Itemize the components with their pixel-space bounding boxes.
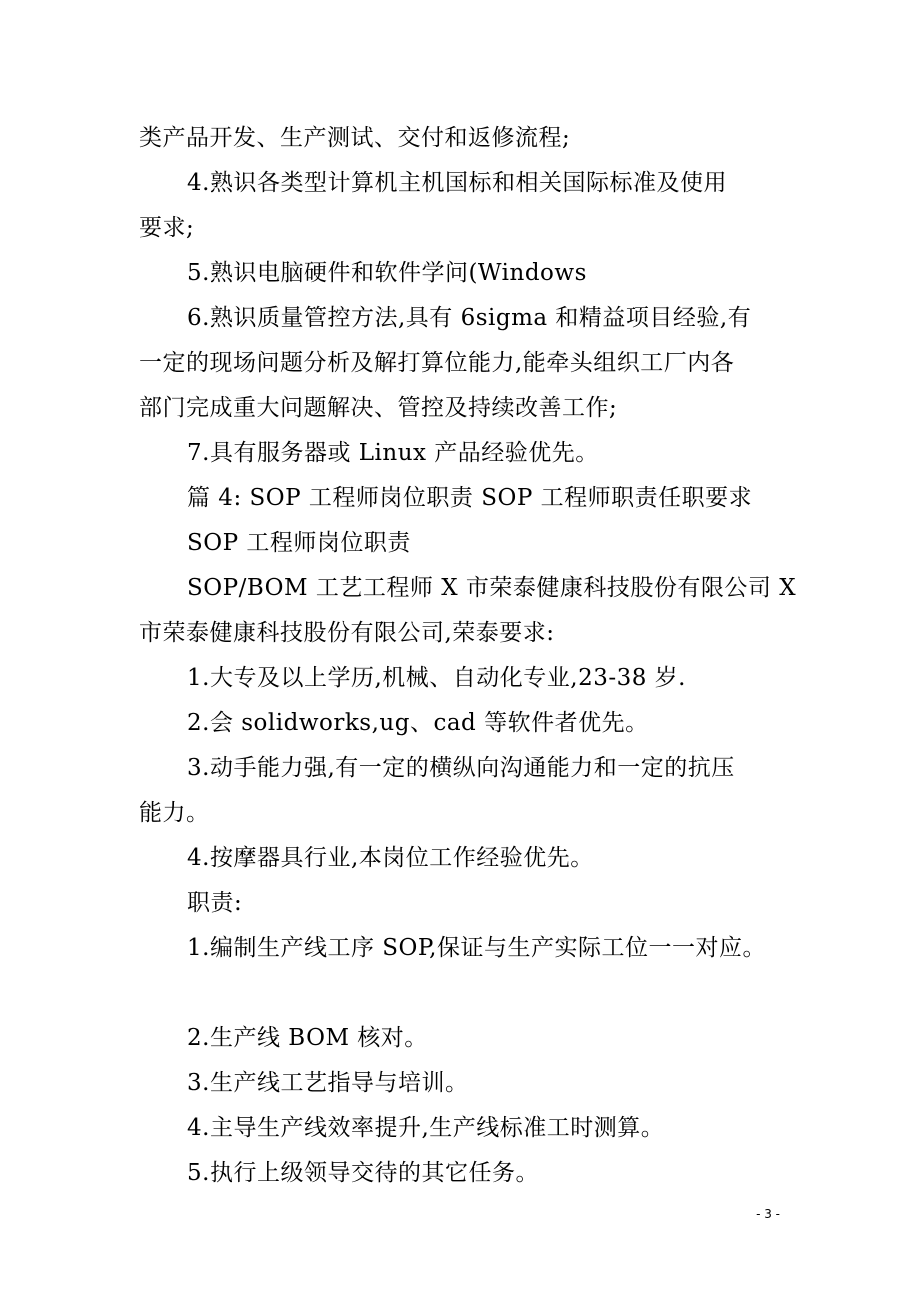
page-number: - 3 - xyxy=(756,1207,780,1221)
paragraph-line-continuation: 能力。 xyxy=(139,800,210,826)
duty-item-2: 2.生产线 BOM 核对。 xyxy=(187,1025,428,1051)
job-posting-intro: SOP/BOM 工艺工程师 X 市荣泰健康科技股份有限公司 X xyxy=(187,575,797,601)
list-item-7-server-linux: 7.具有服务器或 Linux 产品经验优先。 xyxy=(187,440,599,466)
section-heading: 篇 4: SOP 工程师岗位职责 SOP 工程师职责任职要求 xyxy=(187,485,753,511)
requirement-item-2: 2.会 solidworks,ug、cad 等软件者优先。 xyxy=(187,710,649,736)
requirement-item-3: 3.动手能力强,有一定的横纵向沟通能力和一定的抗压 xyxy=(187,755,735,781)
paragraph-line-continuation: 类产品开发、生产测试、交付和返修流程; xyxy=(139,125,571,151)
paragraph-line-continuation: 一定的现场问题分析及解打算位能力,能牵头组织工厂内各 xyxy=(139,350,735,376)
list-item-5-computer-knowledge: 5.熟识电脑硬件和软件学问(Windows xyxy=(187,260,587,286)
list-item-4-hardware-standards: 4.熟识各类型计算机主机国标和相关国际标准及使用 xyxy=(187,170,727,196)
duties-heading: 职责: xyxy=(187,890,243,916)
document-body xyxy=(139,116,797,1196)
paragraph-line-continuation: 要求; xyxy=(139,215,195,241)
duty-item-5: 5.执行上级领导交待的其它任务。 xyxy=(187,1160,539,1186)
duty-item-4: 4.主导生产线效率提升,生产线标准工时测算。 xyxy=(187,1115,665,1141)
duty-item-1: 1.编制生产线工序 SOP,保证与生产实际工位一一对应。 xyxy=(187,935,766,961)
list-item-6-quality-control: 6.熟识质量管控方法,具有 6sigma 和精益项目经验,有 xyxy=(187,305,752,331)
requirement-item-4: 4.按摩器具行业,本岗位工作经验优先。 xyxy=(187,845,594,871)
duty-item-3: 3.生产线工艺指导与培训。 xyxy=(187,1070,469,1096)
section-subheading: SOP 工程师岗位职责 xyxy=(187,530,411,556)
paragraph-line-continuation: 市荣泰健康科技股份有限公司,荣泰要求: xyxy=(139,620,555,646)
paragraph-line-continuation: 部门完成重大问题解决、管控及持续改善工作; xyxy=(139,395,618,421)
requirement-item-1: 1.大专及以上学历,机械、自动化专业,23-38 岁. xyxy=(187,665,686,691)
blank-line xyxy=(139,971,789,1016)
